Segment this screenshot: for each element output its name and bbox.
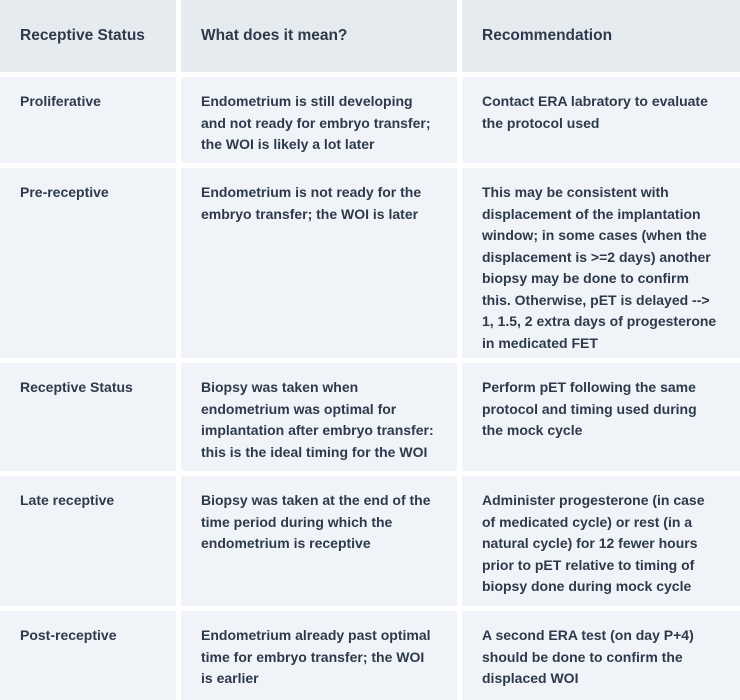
- recommendation-cell: This may be consistent with displacement of the implantation window; in some cases (when the displacement is >=2 days) another biopsy may be done to confirm this. Otherwise, pET is delayed --> 1, 1.5, 2 extra days of progesterone in medicated FET: [462, 168, 740, 358]
- recommendation-cell: Perform pET following the same protocol and timing used during the mock cycle: [462, 363, 740, 471]
- recommendation-cell: A second ERA test (on day P+4) should be done to confirm the displaced WOI: [462, 611, 740, 700]
- meaning-cell: Biopsy was taken when endometrium was optimal for implantation after embryo transfer: this is the ideal timing for the WOI: [181, 363, 457, 471]
- meaning-cell: Endometrium is still developing and not ready for embryo transfer; the WOI is likely a lot later: [181, 77, 457, 163]
- header-receptive-status: Receptive Status: [0, 0, 176, 72]
- status-cell: Pre-receptive: [0, 168, 176, 358]
- status-cell: Proliferative: [0, 77, 176, 163]
- recommendation-cell: Contact ERA labratory to evaluate the protocol used: [462, 77, 740, 163]
- status-cell: Receptive Status: [0, 363, 176, 471]
- meaning-cell: Biopsy was taken at the end of the time period during which the endometrium is receptive: [181, 476, 457, 606]
- status-cell: Late receptive: [0, 476, 176, 606]
- header-meaning: What does it mean?: [181, 0, 457, 72]
- recommendation-cell: Administer progesterone (in case of medicated cycle) or rest (in a natural cycle) for 12 fewer hours prior to pET relative to timing of biopsy done during mock cycle: [462, 476, 740, 606]
- status-cell: Post-receptive: [0, 611, 176, 700]
- meaning-cell: Endometrium already past optimal time for embryo transfer; the WOI is earlier: [181, 611, 457, 700]
- meaning-cell: Endometrium is not ready for the embryo transfer; the WOI is later: [181, 168, 457, 358]
- header-recommendation: Recommendation: [462, 0, 740, 72]
